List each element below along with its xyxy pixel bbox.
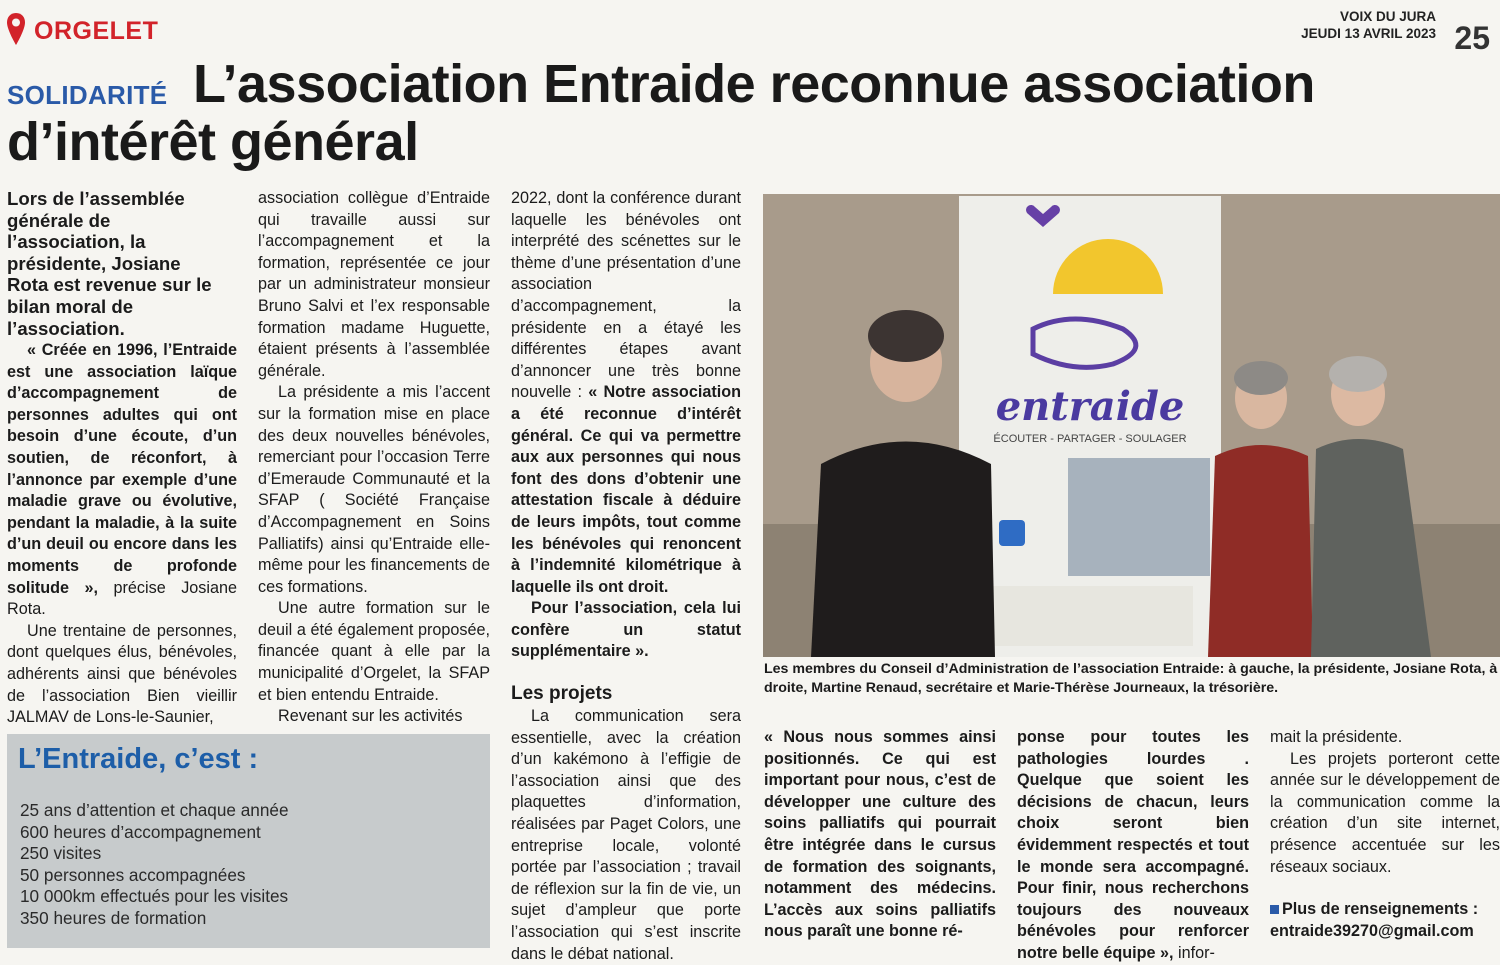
article-paragraph: Pour l’association, cela lui confère un statut supplémentaire ». (511, 599, 741, 661)
article-column-3-continued (511, 706, 741, 965)
square-bullet-icon (1270, 905, 1279, 914)
article-photo (763, 194, 1500, 657)
banner-name: entraide (995, 383, 1185, 430)
quote-text: « Notre association a été reconnue d’intérêt général. Ce qui va permettre aux aux personnes qui nous font des dons d’obtenir une attestation fiscale à déduire de leurs impôts, tout comme les bénévoles qui renoncent à l’indemnité kilométrique à laquelle ils ont droit. (511, 383, 741, 596)
contact-email: entraide39270@gmail.com (1270, 921, 1474, 940)
article-paragraph: Les projets porteront cette année sur le développement de la communication comme la création d’un site internet, présence accentuée sur les réseaux sociaux. (1270, 749, 1500, 876)
headline: L’association Entraide reconnue association d’intérêt général (7, 54, 1315, 172)
article-paragraph: La présidente a mis l’accent sur la formation mise en place des deux nouvelles bénévoles, remerciant pour l’occasion Terre d’Emeraude Communauté et la SFAP ( Société Française d’Accompagnement en Soins Palliatifs) ainsi qu’Entraide elle-même pour les financements de ces formations. (258, 383, 490, 596)
article-paragraph: Une autre formation sur le deuil a été également proposée, financée quant à elle par la municipalité d’Orgelet, la SFAP et bien entendu Entraide. (258, 599, 490, 704)
article-paragraph: association collègue d’Entraide qui travaille aussi sur l’accompagnement et la formation, représentée ce jour par un administrateur monsieur Bruno Salvi et l’ex responsable formation madame Huguette, étaient présents à l’assemblée générale. (258, 189, 490, 380)
info-box-item: 25 ans d’attention et chaque année (20, 800, 289, 820)
article-column-1 (7, 340, 237, 729)
article-text: infor- (1173, 943, 1215, 962)
article-paragraph: mait la présidente. (1270, 728, 1403, 746)
info-box-list (20, 800, 289, 929)
article-paragraph: La communication sera essentielle, avec la création d’un kakémono à l’effigie de l’association ainsi que des plaquettes d’information, réalisées par Paget Colors, une entreprise locale, volonté portée par l’association ; travail de réflexion sur la fin de vie, un sujet d’ampleur que porte l’association qui s’est inscrite dans le débat national. (511, 707, 741, 963)
more-info-text: Plus de renseignements : (1282, 900, 1479, 918)
banner-photo (1068, 458, 1210, 576)
page-number: 25 (1454, 20, 1490, 56)
article-column-6 (1270, 727, 1500, 878)
newspaper-name: VOIX DU JURA (1339, 9, 1436, 24)
section-label: SOLIDARITÉ (7, 80, 168, 110)
article-paragraph (1017, 727, 1249, 965)
locality-label: ORGELET (34, 17, 159, 45)
article-column-2 (258, 188, 490, 728)
banner-tagline: ÉCOUTER - PARTAGER - SOULAGER (993, 433, 1187, 445)
info-box-item: 50 personnes accompagnées (20, 864, 246, 885)
photo-illustration (763, 194, 1500, 657)
attribution-text: précise Josiane Rota. (7, 578, 237, 619)
article-column-5 (1017, 727, 1249, 965)
photo-caption: Les membres du Conseil d’Administration de l’association Entraide: à gauche, la présidente, Josiane Rota, à droite, Martine Renaud, secrétaire et Marie-Thérèse Journeaux, la trésorière. (764, 661, 1498, 696)
info-box-item: 600 heures d’accompagnement (20, 821, 261, 842)
issue-date: JEUDI 13 AVRIL 2023 (1301, 26, 1436, 41)
lead-paragraph: Lors de l’assemblée générale de l’association, la présidente, Josiane Rota est revenue sur le bilan moral de l’association. (7, 188, 212, 339)
article-paragraph: Une trentaine de personnes, dont quelques élus, bénévoles, adhérents ainsi que bénévoles de l’association Bien vieillir JALMAV de Lons-le-Saunier, (7, 621, 237, 727)
article-paragraph (7, 340, 237, 621)
article-paragraph: Revenant sur les activités (278, 707, 463, 726)
article-paragraph (511, 188, 741, 598)
quote-text: « Créée en 1996, l’Entraide est une association laïque d’accompagnement de personnes adultes qui ont besoin d’une écoute, d’un soutien, de réconfort, à l’annonce par exemple d’une maladie grave ou évolutive, pendant la maladie, à la suite d’un deuil ou encore dans les moments de profonde solitude », (7, 341, 237, 597)
subheading-projects: Les projets (511, 683, 613, 704)
article-text: 2022, dont la conférence durant laquelle les bénévoles ont interprété des scénettes sur le thème d’une présentation d’une association d’accompagnement, la présidente en a étayé les différentes étapes avant d’annoncer une très bonne nouvelle : (511, 189, 741, 402)
more-info (1270, 899, 1478, 942)
info-box-item: 10 000km effectués pour les visites (20, 886, 289, 906)
more-info-label (1270, 899, 1478, 921)
article-column-3 (511, 188, 741, 663)
location-pin-icon (6, 12, 26, 46)
quote-text: ponse pour toutes les pathologies lourdes . Quelque que soient les décisions de chacun, leurs choix seront bien évidemment respectés et tout le monde sera accompagné. Pour finir, nous recherchons toujours des nouveaux bénévoles pour renforcer notre belle équipe », (1017, 728, 1249, 962)
info-box-title: L’Entraide, c’est : (18, 743, 259, 775)
map-icon (999, 520, 1025, 546)
info-box-item: 250 visites (20, 843, 102, 863)
article-column-4: « Nous nous sommes ainsi positionnés. Ce qui est important pour nous, c’est de développer une culture des soins palliatifs qui pourrait être intégrée dans le cursus de formation des soignants, notamment des médecins. L’accès aux soins palliatifs nous paraît une bonne ré- (764, 728, 996, 941)
newspaper-info (1301, 8, 1436, 42)
info-box-item: 350 heures de formation (20, 907, 207, 928)
